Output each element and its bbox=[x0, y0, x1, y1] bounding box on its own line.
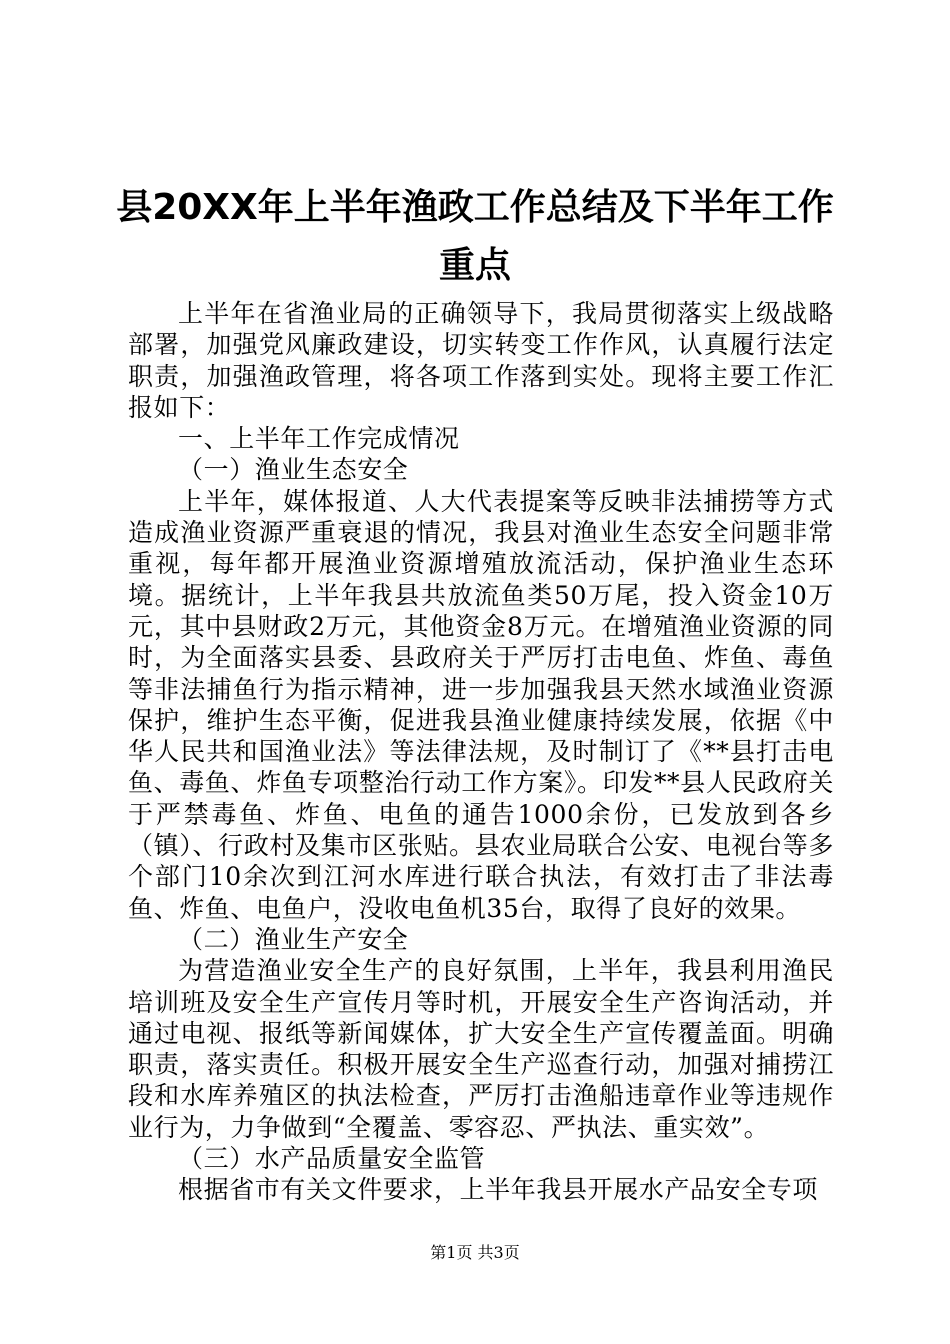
document-body bbox=[128, 298, 834, 1206]
subsection-heading: （一）渔业生态安全 bbox=[178, 455, 409, 485]
intro-paragraph: 上半年在省渔业局的正确领导下，我局贯彻落实上级战略部署，加强党风廉政建设，切实转变工作作风，认真履行法定职责，加强渔政管理，将各项工作落到实处。现将主要工作汇报如下： bbox=[128, 299, 834, 422]
subsection-heading: （二）渔业生产安全 bbox=[178, 924, 409, 954]
body-paragraph: 为营造渔业安全生产的良好氛围，上半年，我县利用渔民培训班及安全生产宣传月等时机，开展安全生产咨询活动，并通过电视、报纸等新闻媒体，扩大安全生产宣传覆盖面。明确职责，落实责任。积极开展安全生产巡查行动，加强对捕捞江段和水库养殖区的执法检查，严厉打击渔船违章作业等违规作业行为，力争做到“全覆盖、零容忍、严执法、重实效”。 bbox=[128, 956, 834, 1142]
page-number-footer: 第1页 共3页 bbox=[430, 1243, 520, 1262]
section-heading: 一、上半年工作完成情况 bbox=[178, 424, 460, 454]
document-title-line-2: 重点 bbox=[438, 245, 511, 286]
body-paragraph: 上半年，媒体报道、人大代表提案等反映非法捕捞等方式造成渔业资源严重衰退的情况，我县对渔业生态安全问题非常重视，每年都开展渔业资源增殖放流活动，保护渔业生态环境。据统计，上半年我县共放流鱼类50万尾，投入资金10万元，其中县财政2万元，其他资金8万元。在增殖渔业资源的同时，为全面落实县委、县政府关于严厉打击电鱼、炸鱼、毒鱼等非法捕鱼行为指示精神，进一步加强我县天然水域渔业资源保护，维护生态平衡，促进我县渔业健康持续发展，依据《中华人民共和国渔业法》等法律法规，及时制订了《**县打击电鱼、毒鱼、炸鱼专项整治行动工作方案》。印发**县人民政府关于严禁毒鱼、炸鱼、电鱼的通告1000余份，已发放到各乡（镇）、行政村及集市区张贴。县农业局联合公安、电视台等多个部门10余次到江河水库进行联合执法，有效打击了非法毒鱼、炸鱼、电鱼户，没收电鱼机35台，取得了良好的效果。 bbox=[128, 486, 834, 923]
body-paragraph: 根据省市有关文件要求，上半年我县开展水产品安全专项 bbox=[178, 1175, 819, 1205]
document-title-line-1: 县20XX年上半年渔政工作总结及下半年工作 bbox=[116, 187, 834, 228]
subsection-heading: （三）水产品质量安全监管 bbox=[178, 1144, 486, 1174]
